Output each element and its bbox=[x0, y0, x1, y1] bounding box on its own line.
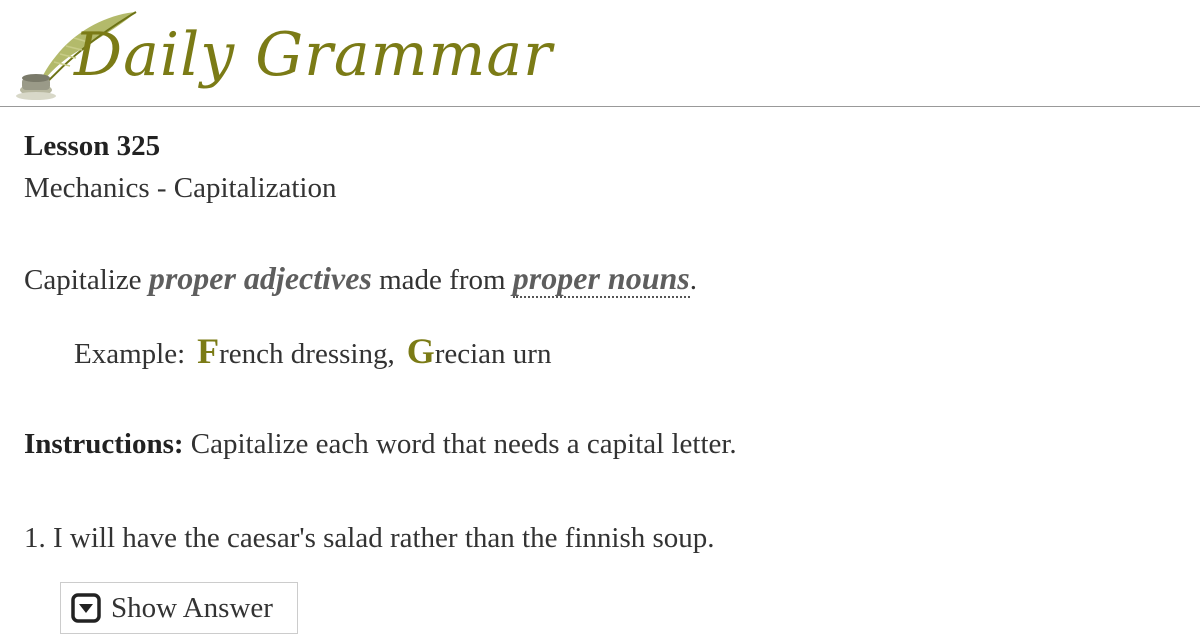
example-word2: recian urn bbox=[434, 338, 552, 370]
site-logo[interactable] bbox=[14, 8, 553, 104]
show-answer-button[interactable] bbox=[60, 582, 298, 634]
lesson-title: Lesson 325 bbox=[24, 130, 161, 162]
rule-middle: made from bbox=[371, 264, 513, 296]
example-capital-f: F bbox=[197, 331, 220, 371]
rule-text bbox=[24, 260, 697, 297]
example-line bbox=[74, 330, 551, 372]
site-header bbox=[0, 0, 1200, 107]
term-proper-adjectives: proper adjectives bbox=[148, 260, 372, 296]
instructions bbox=[24, 428, 737, 461]
caret-down-square-icon bbox=[71, 593, 101, 623]
rule-suffix: . bbox=[689, 264, 697, 296]
lesson-subtitle: Mechanics - Capitalization bbox=[24, 172, 337, 204]
example-word1: rench dressing, bbox=[219, 338, 395, 370]
question-1: 1. I will have the caesar's salad rather than the finnish soup. bbox=[24, 522, 715, 554]
example-label: Example: bbox=[74, 338, 186, 370]
example-capital-g: G bbox=[406, 331, 435, 371]
logo-text: Daily Grammar bbox=[74, 20, 553, 90]
term-proper-nouns-link[interactable]: proper nouns bbox=[512, 260, 690, 296]
show-answer-label: Show Answer bbox=[111, 591, 273, 624]
rule-prefix: Capitalize bbox=[24, 264, 149, 296]
instructions-text: Capitalize each word that needs a capital letter. bbox=[183, 428, 737, 460]
instructions-label: Instructions: bbox=[24, 428, 184, 460]
